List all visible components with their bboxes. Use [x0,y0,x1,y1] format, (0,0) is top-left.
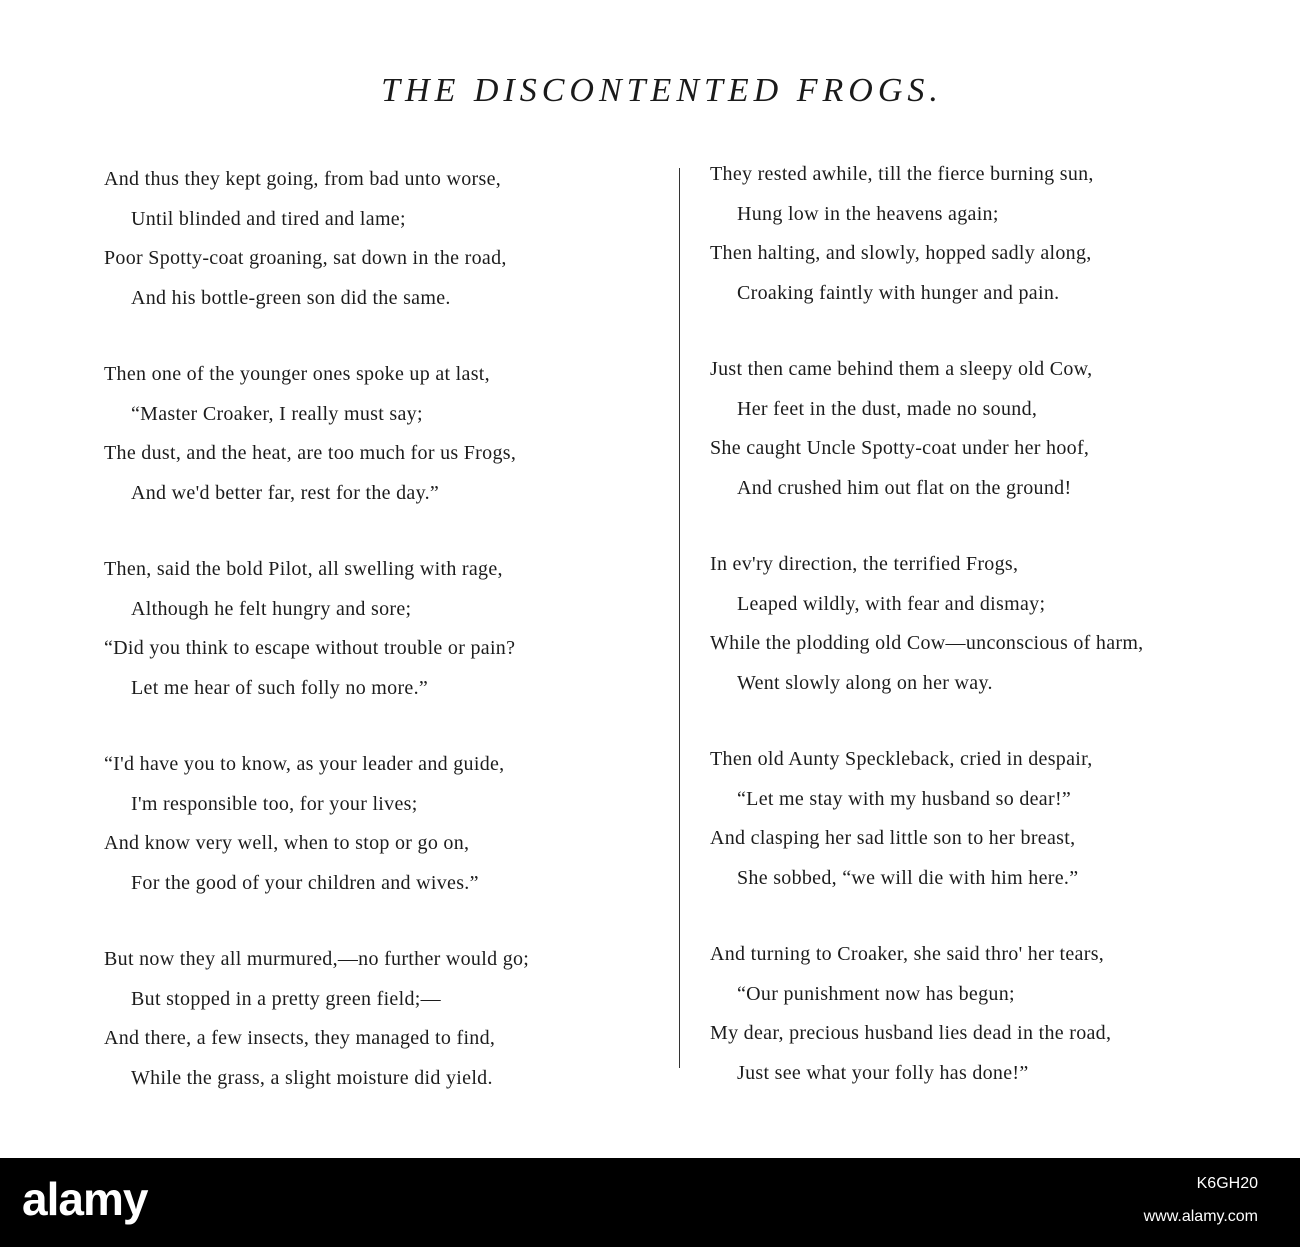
poem-line: Just see what your folly has done!” [737,1061,1029,1084]
poem-line: For the good of your children and wives.” [131,871,479,894]
poem-line: Then one of the younger ones spoke up at last, [104,363,490,385]
image-id: K6GH20 [1196,1175,1258,1192]
poem-line: And know very well, when to stop or go on, [104,832,470,854]
page-title: THE DISCONTENTED FROGS. [381,72,943,109]
stanza [104,745,704,940]
poem-line: “Let me stay with my husband so dear!” [737,787,1072,810]
poem-line: Then, said the bold Pilot, all swelling with rage, [104,558,503,580]
poem-column-right [710,155,1300,1130]
poem-line: But stopped in a pretty green field;— [131,987,441,1010]
poem-line: My dear, precious husband lies dead in the road, [710,1022,1112,1044]
poem-line: And we'd better far, rest for the day.” [131,481,440,504]
poem-line: Leaped wildly, with fear and dismay; [737,592,1046,615]
poem-line: “Did you think to escape without trouble or pain? [104,637,516,659]
poem-line: I'm responsible too, for your lives; [131,792,418,815]
stanza [710,935,1300,1130]
alamy-logo: alamy [22,1173,148,1225]
stanza [104,550,704,745]
poem-line: And crushed him out flat on the ground! [737,476,1072,499]
poem-line: “I'd have you to know, as your leader and guide, [104,753,505,775]
stanza [710,350,1300,545]
stanza [104,940,704,1135]
footer-url: www.alamy.com [1143,1208,1258,1225]
poem-line: And clasping her sad little son to her breast, [710,827,1076,849]
poem-line: Her feet in the dust, made no sound, [737,397,1038,420]
poem-line: Then halting, and slowly, hopped sadly along, [710,242,1092,264]
poem-line: Although he felt hungry and sore; [131,597,412,620]
poem-line: She caught Uncle Spotty-coat under her hoof, [710,437,1090,459]
poem-line: And turning to Croaker, she said thro' her tears, [710,943,1105,965]
poem-line: Went slowly along on her way. [737,671,993,694]
poem-line: While the plodding old Cow—unconscious of harm, [710,632,1144,654]
poem-line: And thus they kept going, from bad unto worse, [104,168,502,190]
column-divider [679,168,680,1068]
stanza [710,740,1300,935]
poem-line: But now they all murmured,—no further would go; [104,948,530,970]
poem-line: “Our punishment now has begun; [737,982,1015,1005]
poem-line: And there, a few insects, they managed to find, [104,1027,496,1049]
poem-line: Let me hear of such folly no more.” [131,676,429,699]
poem-line: “Master Croaker, I really must say; [131,402,423,425]
stanza [104,355,704,550]
poem-line: Just then came behind them a sleepy old Cow, [710,358,1093,380]
poem-line: Croaking faintly with hunger and pain. [737,281,1060,304]
poem-line: And his bottle-green son did the same. [131,286,451,309]
poem-line: They rested awhile, till the fierce burning sun, [710,163,1094,185]
poem-line: Until blinded and tired and lame; [131,207,406,230]
poem-line: Hung low in the heavens again; [737,202,999,225]
stanza [104,160,704,355]
stanza [710,545,1300,740]
poem-line: She sobbed, “we will die with him here.” [737,866,1079,889]
poem-line: The dust, and the heat, are too much for us Frogs, [104,442,517,464]
poem-line: In ev'ry direction, the terrified Frogs, [710,553,1019,575]
stock-footer-bar [0,1158,1300,1247]
poem-line: Poor Spotty-coat groaning, sat down in the road, [104,247,507,269]
poem-line: Then old Aunty Speckleback, cried in despair, [710,748,1093,770]
stanza [710,155,1300,350]
poem-column-left [104,160,704,1135]
poem-line: While the grass, a slight moisture did yield. [131,1066,493,1089]
